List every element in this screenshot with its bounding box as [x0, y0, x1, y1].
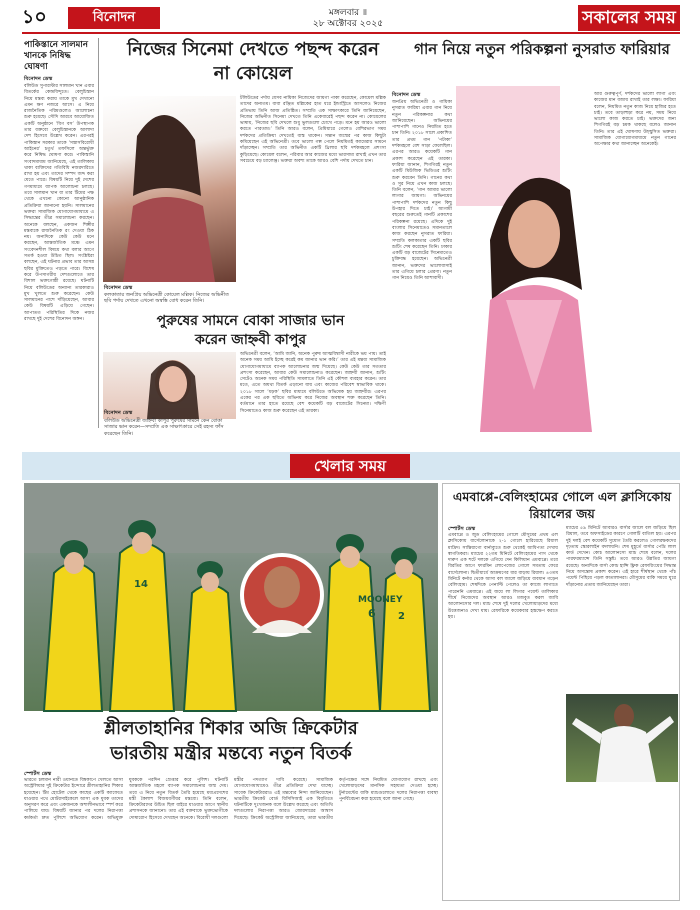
janhvi-byline: বিনোদন ডেস্ক — [104, 410, 133, 416]
salman-body: বলিউড সুপারস্টার সালমান খান এবার বিতর্কের কেন্দ্রবিন্দুতে। বেলুচিস্তান নিয়ে মন্তব্য করায় তাকে মুখ দেখানো এমন ক্ষণ নজরে আসে। এ নিয়ে রাজনৈতিক পরিমণ্ডলেও আলোচনা শুরু হয়েছে। সৌদি আরবে আয়োজিত একটি অনুষ্ঠানে ‘বিগ বস’ উপস্থাপক তার বক্তব্যে বেলুচিস্তানকে আলাদা দেশ হিসেবে উল্লেখ করেন। এরপরই পাকিস্তান সরকার তাকে ‘সন্ত্রাসবিরোধী আইনের’ চতুর্থ তফসিলে অন্তর্ভুক্ত করে নিষিদ্ধ ঘোষণা করে। পাকিস্তানি সংবাদমাধ্যম জানিয়েছে, এই তালিকায় থাকা ব্যক্তিদের গতিবিধি নজরদারিতে রাখা হয় এবং তাদের সম্পদ জব্দ করা যেতে পারে। বিষয়টি নিয়ে দুই দেশের গণমাধ্যমে ব্যাপক আলোচনা চলছে। তবে সালমান খান বা তার টিমের পক্ষ থেকে এখনো কোনো আনুষ্ঠানিক প্রতিক্রিয়া জানানো হয়নি। সালমানের ভক্তরা সামাজিক যোগাযোগমাধ্যমে এ সিদ্ধান্তের তীব্র সমালোচনা করছেন। অনেকে বলছেন, একজন শিল্পীর মন্তব্যকে রাজনৈতিক রং দেওয়া ঠিক নয়। অন্যদিকে কেউ কেউ মনে করছেন, আন্তর্জাতিক মঞ্চে এমন সংবেদনশীল বিষয়ে কথা বলার আগে সতর্ক হওয়া উচিত ছিল। সংশ্লিষ্টরা বলছেন, এই ঘটনার প্রভাব তার আসন্ন ছবির মুক্তিতেও পড়তে পারে। বিশেষ করে উপসাগরীয় দেশগুলোতে তার বিশাল ভক্তগোষ্ঠী রয়েছে। ঘটনাটি নিয়ে বলিউডের অন্যান্য তারকারাও মুখ খুলতে শুরু করেছেন। কেউ সালমানের পাশে দাঁড়িয়েছেন, আবার কেউ বিষয়টি এড়িয়ে গেছেন। আপাতত পরিস্থিতির দিকে নজর রাখছে দুই দেশের বিনোদন অঙ্গন। — [24, 84, 94, 322]
jersey-label-mooney: MOONEY — [358, 595, 403, 605]
column-divider — [98, 38, 99, 428]
footballer-illustration — [566, 694, 678, 782]
cricket-body: ভারতে চলমান নারী ওয়ানডে বিশ্বকাপে খেলতে আসা অস্ট্রেলিয়ার দুই ক্রিকেটার ইন্দোরে শ্লীলতাহানির শিকার হয়েছেন। টিম হোটেল থেকে কাছের একটি ক্যাফেতে যাওয়ার পথে মোটরসাইকেলে আসা এক যুবক তাদের অনুসরণ করে এবং একজনকে অশালীনভাবে স্পর্শ করে পালিয়ে যায়। বিষয়টি জানার পর দলের নিরাপত্তা কর্মকর্তা দ্রুত পুলিশে অভিযোগ করেন। অভিযুক্ত যুবককে পরদিন গ্রেপ্তার করে পুলিশ। ঘটনাটি আন্তর্জাতিক মহলে ব্যাপক সমালোচনার জন্ম দেয়। তবে এ নিয়ে নতুন বিতর্ক তৈরি হয়েছে মধ্যপ্রদেশের মন্ত্রী কৈলাশ বিজয়বর্গীয়র মন্তব্যে। তিনি বলেন, ক্রিকেটারদের উচিত ছিল বাইরে যাওয়ার আগে স্থানীয় প্রশাসনকে জানানো। তার এই বক্তব্যকে ভুক্তভোগীকে দোষারোপ হিসেবে দেখছেন অনেকে। বিরোধী দলগুলো মন্ত্রীর পদত্যাগ দাবি করেছে। সামাজিক যোগাযোগমাধ্যমেও তীব্র প্রতিক্রিয়া দেখা যাচ্ছে। সাবেক ক্রিকেটাররাও এই মন্তব্যের নিন্দা জানিয়েছেন। ভারতীয় ক্রিকেট বোর্ড বিসিসিআই এক বিবৃতিতে ঘটনাটিকে দুঃখজনক বলে উল্লেখ করেছে এবং অতিথি দলগুলোর নিরাপত্তা আরও জোরদারের আশ্বাস দিয়েছে। ক্রিকেট অস্ট্রেলিয়া জানিয়েছে, তারা ভারতীয় কর্তৃপক্ষের সঙ্গে নিয়মিত যোগাযোগ রাখছে এবং খেলোয়াড়দের মানসিক সহায়তা দেওয়া হচ্ছে। টুর্নামেন্টের বাকি ম্যাচগুলোতে দলের নিরাপত্তা ব্যবস্থা পুনর্বিবেচনা করা হয়েছে বলে জানা গেছে। — [24, 778, 438, 821]
janhvi-body: অভিনেত্রী বলেন, ‘আমি জানি, অনেক পুরুষ আত্মবিশ্বাসী নারীকে ভয় পায়। তাই অনেক সময় আমি ইচ্ছে করেই কম জানার ভান করি।’ তার এই মন্তব্য সামাজিক যোগাযোগমাধ্যমে ব্যাপক আলোচনার জন্ম দিয়েছে। কেউ কেউ তার সততার প্রশংসা করেছেন, আবার কেউ সমালোচনাও করেছেন। জাহ্নবী জানান, শুটিং সেটেও অনেক সময় পরিস্থিতি সামলাতে তিনি এই কৌশল ব্যবহার করেন। তার মতে, এতে অযথা বিতর্ক এড়ানো যায় এবং কাজের পরিবেশ স্বাভাবিক থাকে। ২০১৮ সালে ‘ধড়ক’ ছবির মাধ্যমে বলিউডে অভিষেক হয় জাহ্নবীর। এরপর একের পর এক ছবিতে অভিনয় করে নিজের অবস্থান শক্ত করেছেন তিনি। বর্তমানে তার হাতে রয়েছে বেশ কয়েকটি বড় বাজেটের সিনেমা। দক্ষিণী সিনেমাতেও কাজ শুরু করেছেন এই তারকা। — [240, 352, 386, 414]
nusrat-portrait-shape — [470, 150, 598, 432]
nusrat-headline: গান নিয়ে নতুন পরিকল্পনা নুসরাত ফারিয়ার — [414, 40, 670, 58]
koel-photo-caption: কলকাতার জনপ্রিয় অভিনেত্রী কোয়েল মল্লিক। নিজের অভিনীত ছবি পর্দায় দেখতে এখনো অস্বস্তি বোধ করেন তিনি। — [104, 292, 229, 305]
header-day: মঙ্গলবার ॥ — [328, 8, 368, 18]
section-tab[interactable]: বিনোদন — [68, 7, 160, 29]
clasico-byline: স্পোর্টস ডেস্ক — [448, 526, 476, 532]
clasico-headline: এমবাপ্পে-বেলিংহামের গোলে এল ক্লাসিকোয় রিয়ালের জয় — [452, 489, 672, 521]
jersey-number-14: 14 — [134, 579, 148, 590]
koel-body: টলিউডের পর্দায় যেসব নায়িকা নিজেদের জায়গা পাকা করেছেন, কোয়েল মল্লিক তাদের অন্যতম। বাবা রঞ্জিত মল্লিকের হাত ধরে ইন্ডাস্ট্রিতে আসলেও নিজের প্রতিভায় তিনি আজ প্রতিষ্ঠিত। সম্প্রতি এক সাক্ষাৎকারে তিনি জানিয়েছেন, নিজের অভিনীত সিনেমা দেখতে তিনি একেবারেই পছন্দ করেন না। কোয়েলের ভাষায়, ‘নিজের ছবি দেখলে শুধু ভুলগুলো চোখে পড়ে। মনে হয় আরও ভালো করতে পারতাম।’ তিনি আরও বলেন, প্রিমিয়ারে গেলেও বেশিরভাগ সময় দর্শকদের প্রতিক্রিয়া দেখতেই ব্যস্ত থাকেন। সন্তান জন্মের পর কাজ কিছুটা কমিয়েছেন এই অভিনেত্রী। তবে ভালো গল্প পেলে নিয়মিতই ক্যামেরার সামনে দাঁড়াচ্ছেন। সম্প্রতি তার অভিনীত একটি থ্রিলার ছবি দর্শকমহলে প্রশংসা কুড়িয়েছে। কোয়েল বলেন, পরিবার আর কাজের মধ্যে ভারসাম্য রাখাই এখন তার সবচেয়ে বড় চ্যালেঞ্জ। ভক্তরা অবশ্য তাকে আরও বেশি পর্দায় দেখতে চান। — [240, 96, 386, 164]
header-rule — [22, 32, 680, 34]
clasico-photo — [566, 694, 678, 782]
koel-photo-caption-byline: বিনোদন ডেস্ক — [104, 285, 133, 291]
nusrat-body-2: আর গুরুত্বপূর্ণ, দর্শকদের ভালো লাগা এবং কাজের মান বজায় রাখাই তার লক্ষ্য। ফারিয়া বলেন, নিয়মিত নতুন কাজ নিয়ে হাজির হতে চাই। তবে তাড়াহুড়া করে নয়, সময় নিয়ে ভালো কাজ করতে চাই। ভক্তদের জন্য শিগগিরই বড় চমক থাকছে বলেও জানান তিনি। তার এই ঘোষণায় উচ্ছ্বসিত ভক্তরা। সামাজিক যোগাযোগমাধ্যমে নতুন গানের অপেক্ষার কথা জানাচ্ছেন অনেকেই। — [594, 92, 676, 148]
janhvi-portrait-shape — [103, 352, 236, 419]
janhvi-caption: বলিউড অভিনেত্রী জাহ্নবী কাপুর পুরুষের সামনে কেন বোকা সাজার ভান করেন—সম্প্রতি এক সাক্ষাৎকারে সেই রহস্য ফাঁস করেছেন তিনি। — [104, 418, 224, 437]
clasico-body: এমবাপ্পে ও জুড বেলিংহামের গোলে মৌসুমের প্রথম এল ক্লাসিকোয় বার্সেলোনাকে ২-১ গোলে হারিয়েছে রিয়াল মাদ্রিদ। সান্তিয়াগো বার্নাব্যুতে শুরু থেকেই আধিপত্য দেখায় স্বাগতিকরা। ম্যাচের ২২তম মিনিটে বেলিংহামের পাস থেকে দারুণ এক শটে দলকে এগিয়ে দেন কিলিয়ান এমবাপ্পে। তবে বিরতির আগে ফারমিন লোপেজের গোলে সমতায় ফেরে বার্সেলোনা। দ্বিতীয়ার্ধে আক্রমণের ধার বাড়ায় রিয়াল। ৪৩তম মিনিটে কর্নার থেকে আসা বল জালে জড়িয়ে ব্যবধান গড়েন বেলিংহাম। শেষদিকে পেনাল্টি পেলেও তা কাজে লাগাতে পারেননি এমবাপ্পে। এই জয়ে লা লিগার পয়েন্ট তালিকার শীর্ষে নিজেদের অবস্থান আরও মজবুত করল জাবি আলোনসোর দল। ম্যাচ শেষে দুই দলের খেলোয়াড়দের মধ্যে উত্তেজনাও দেখা যায়। রেফারিকে কয়েকবার হস্তক্ষেপ করতে হয়। — [448, 533, 558, 620]
nusrat-body: জনপ্রিয় অভিনেত্রী ও গায়িকা নুসরাত ফারিয়া এবার গান নিয়ে নতুন পরিকল্পনার কথা জানিয়েছেন। অভিনয়ের পাশাপাশি গানেও নিয়মিত হতে চান তিনি। ২০১৮ সালে প্রকাশিত তার প্রথম গান ‘পটাকা’ দর্শকমহলে বেশ সাড়া ফেলেছিল। এরপর আরও কয়েকটি গান প্রকাশ করেছেন এই তারকা। ফারিয়া জানান, শিগগিরই নতুন একটি মিউজিক ভিডিওর শুটিং শুরু করবেন তিনি। গানের কথা ও সুর নিয়ে এখন কাজ চলছে। তিনি বলেন, ‘গান আমার ভালো লাগার জায়গা। অভিনয়ের পাশাপাশি দর্শকদের নতুন কিছু উপহার দিতে চাই।’ আগামী বছরের শুরুতেই গানটি প্রকাশের পরিকল্পনা রয়েছে। এদিকে দুই বাংলার সিনেমাতেও সমানতালে কাজ করছেন নুসরাত ফারিয়া। সম্প্রতি কলকাতার একটি ছবির শুটিং শেষ করেছেন তিনি। ঢাকার একটি বড় বাজেটের সিনেমাতেও চুক্তিবদ্ধ হয়েছেন। অভিনেত্রী জানান, ভক্তদের ভালোবাসাই তার এগিয়ে চলার প্রেরণা। নতুন গান নিয়েও তিনি আশাবাদী। — [392, 100, 452, 282]
cricket-photo — [24, 483, 438, 711]
koel-portrait-shape — [103, 96, 236, 282]
masthead-logo: সকালের সময় — [578, 5, 680, 31]
koel-headline: নিজের সিনেমা দেখতে পছন্দ করেন না কোয়েল — [127, 39, 379, 84]
page-number: ১০ — [22, 6, 47, 28]
jersey-number-6: 6 — [368, 607, 376, 620]
salman-byline: বিনোদন ডেস্ক — [24, 76, 53, 82]
clasico-body-2: ম্যাচের ৫৯ মিনিটে আবারও বার্সার জালে বল জড়িয়ে ছিল রিয়াল, তবে অফসাইডের কারণে গোলটি বাতিল হয়। এরপর দুই দলই বেশ কয়েকটি সুযোগ তৈরি করলেও গোলরক্ষকদের দৃঢ়তায় স্কোরলাইন বদলায়নি। শেষ মুহূর্তে বার্সার পেদ্রি লাল কার্ড দেখেন। কোচ আলোনসো ম্যাচ শেষে বলেন, দলের পারফরম্যান্সে তিনি সন্তুষ্ট। তবে আরও উন্নতির জায়গা রয়েছে। অন্যদিকে বার্সা কোচ হান্সি ফ্লিক রেফারিংয়ের সিদ্ধান্ত নিয়ে অসন্তোষ প্রকাশ করেন। এই হারে শীর্ষস্থান থেকে পাঁচ পয়েন্ট পিছিয়ে পড়ল কাতালানরা। মৌসুমের বাকি সময়ে ঘুরে দাঁড়ানোর প্রত্যয় জানিয়েছেন তারা। — [566, 526, 676, 588]
nusrat-byline: বিনোদন ডেস্ক — [392, 92, 421, 98]
header-date-block — [278, 8, 418, 30]
cricket-byline: স্পোর্টস ডেস্ক — [24, 771, 52, 777]
header-date: ২৮ অক্টোবর ২০২৫ — [312, 19, 384, 29]
nusrat-photo — [470, 150, 598, 432]
cricket-headline-line2: ভারতীয় মন্ত্রীর মন্তব্যে নতুন বিতর্ক — [110, 743, 352, 764]
jersey-number-2: 2 — [398, 611, 405, 622]
koel-photo — [103, 96, 236, 282]
clasico-body-3 — [566, 788, 676, 892]
cricket-headline-line1: শ্লীলতাহানির শিকার অজি ক্রিকেটার — [104, 718, 358, 739]
sports-section-title: খেলার সময় — [290, 454, 410, 478]
salman-headline: পাকিস্তানে সালমান খানকে নিষিদ্ধ ঘোষণা — [24, 40, 89, 72]
janhvi-headline: পুরুষের সামনে বোকা সাজার ভান করেন জাহ্নবী কাপুর — [156, 313, 345, 348]
janhvi-photo — [103, 352, 236, 419]
